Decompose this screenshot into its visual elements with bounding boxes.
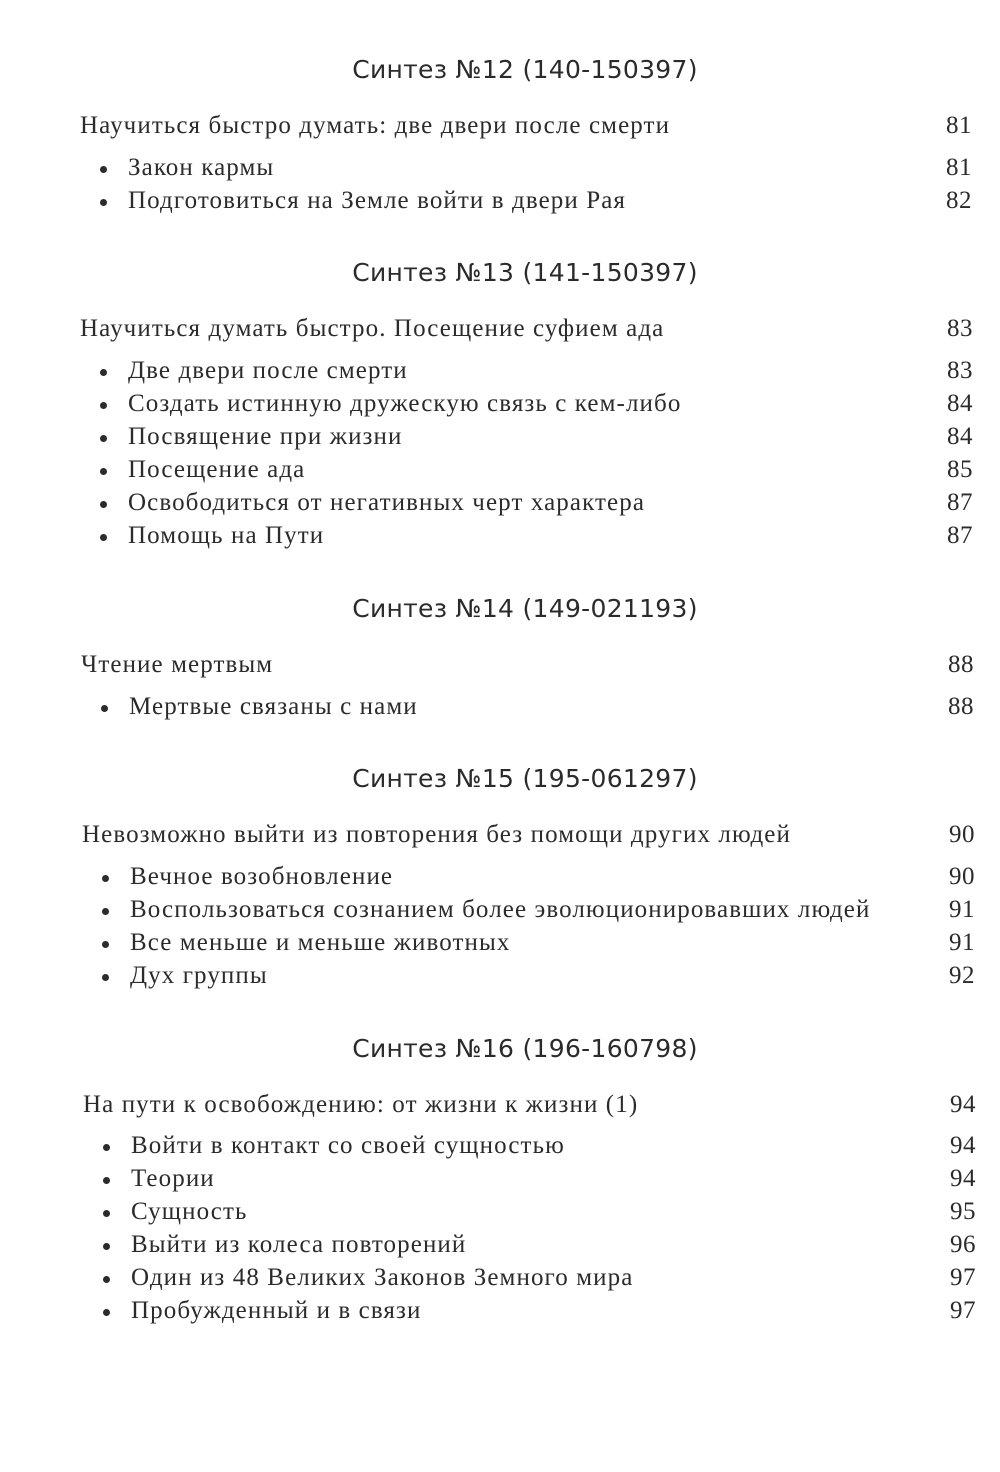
entry-page-number: 82 [946, 187, 972, 214]
entry-title: Чтение мертвым [81, 651, 274, 678]
toc-subentry[interactable] [100, 423, 973, 455]
entry-page-number: 88 [948, 651, 974, 678]
entry-title: Мертвые связаны с нами [129, 693, 418, 720]
bullet-icon [103, 1177, 110, 1184]
bullet-icon [100, 369, 107, 376]
toc-entry[interactable] [82, 821, 975, 853]
section-heading-15: Синтез №15 (195-061297) [352, 764, 698, 793]
entry-title: Подготовиться на Земле войти в двери Рая [128, 187, 627, 214]
entry-page-number: 95 [950, 1198, 976, 1225]
toc-subentry[interactable] [101, 693, 974, 725]
bullet-icon [100, 402, 107, 409]
bullet-icon [100, 468, 107, 475]
entry-title: Научиться быстро думать: две двери после смерти [80, 112, 671, 139]
entry-title: Дух группы [130, 962, 268, 989]
toc-subentry[interactable] [102, 929, 975, 961]
bullet-icon [103, 1243, 110, 1250]
entry-title: Теории [131, 1165, 215, 1192]
bullet-icon [101, 705, 108, 712]
entry-title: Помощь на Пути [128, 522, 325, 549]
entry-title: Посещение ада [128, 456, 306, 483]
bullet-icon [100, 166, 107, 173]
bullet-icon [102, 974, 109, 981]
entry-page-number: 83 [947, 315, 973, 342]
entry-title: Невозможно выйти из повторения без помощи других людей [82, 821, 791, 848]
toc-entry[interactable] [81, 651, 974, 683]
section-heading-12: Синтез №12 (140-150397) [352, 55, 698, 84]
toc-subentry[interactable] [100, 489, 973, 521]
toc-subentry[interactable] [103, 1264, 976, 1296]
toc-subentry[interactable] [102, 896, 975, 928]
entry-title: Вечное возобновление [130, 863, 394, 890]
entry-page-number: 83 [947, 357, 973, 384]
toc-subentry[interactable] [100, 154, 972, 186]
entry-page-number: 97 [950, 1264, 976, 1291]
toc-subentry[interactable] [100, 357, 973, 389]
bullet-icon [102, 941, 109, 948]
toc-entry[interactable] [80, 112, 972, 144]
toc-subentry[interactable] [100, 187, 972, 219]
toc-subentry[interactable] [102, 962, 975, 994]
entry-page-number: 87 [947, 489, 973, 516]
entry-title: Войти в контакт со своей сущностью [131, 1132, 565, 1159]
bullet-icon [103, 1309, 110, 1316]
entry-title: Все меньше и меньше животных [130, 929, 511, 956]
toc-subentry[interactable] [103, 1132, 976, 1164]
entry-page-number: 91 [949, 929, 975, 956]
entry-page-number: 94 [950, 1091, 976, 1118]
entry-page-number: 94 [950, 1132, 976, 1159]
bullet-icon [102, 875, 109, 882]
entry-page-number: 94 [950, 1165, 976, 1192]
entry-title: Один из 48 Великих Законов Земного мира [131, 1264, 634, 1291]
bullet-icon [103, 1210, 110, 1217]
toc-subentry[interactable] [103, 1165, 976, 1197]
bullet-icon [100, 435, 107, 442]
bullet-icon [103, 1276, 110, 1283]
entry-title: Освободиться от негативных черт характера [128, 489, 646, 516]
entry-page-number: 84 [947, 423, 973, 450]
entry-page-number: 88 [948, 693, 974, 720]
entry-page-number: 87 [947, 522, 973, 549]
toc-subentry[interactable] [103, 1231, 976, 1263]
toc-subentry[interactable] [102, 863, 975, 895]
entry-title: Научиться думать быстро. Посещение суфием ада [80, 315, 665, 342]
entry-page-number: 85 [947, 456, 973, 483]
toc-subentry[interactable] [100, 456, 973, 488]
entry-page-number: 90 [949, 821, 975, 848]
toc-subentry[interactable] [103, 1297, 976, 1329]
toc-subentry[interactable] [103, 1198, 976, 1230]
bullet-icon [100, 534, 107, 541]
entry-page-number: 81 [946, 112, 972, 139]
entry-title: Сущность [131, 1198, 248, 1225]
bullet-icon [103, 1144, 110, 1151]
entry-title: Две двери после смерти [128, 357, 408, 384]
entry-title: Пробужденный и в связи [131, 1297, 422, 1324]
section-heading-16: Синтез №16 (196-160798) [352, 1034, 698, 1063]
entry-page-number: 90 [949, 863, 975, 890]
entry-title: Выйти из колеса повторений [131, 1231, 467, 1258]
entry-title: Создать истинную дружескую связь с кем-либо [128, 390, 682, 417]
entry-page-number: 92 [949, 962, 975, 989]
entry-page-number: 91 [949, 896, 975, 923]
bullet-icon [100, 199, 107, 206]
entry-title: Закон кармы [128, 154, 275, 181]
entry-page-number: 96 [950, 1231, 976, 1258]
toc-entry[interactable] [80, 315, 973, 347]
entry-page-number: 81 [946, 154, 972, 181]
entry-page-number: 84 [947, 390, 973, 417]
entry-title: На пути к освобождению: от жизни к жизни (1) [83, 1091, 639, 1118]
bullet-icon [100, 501, 107, 508]
toc-subentry[interactable] [100, 390, 973, 422]
entry-title: Посвящение при жизни [128, 423, 403, 450]
toc-subentry[interactable] [100, 522, 973, 554]
toc-entry[interactable] [83, 1091, 976, 1123]
entry-page-number: 97 [950, 1297, 976, 1324]
section-heading-14: Синтез №14 (149-021193) [352, 594, 698, 623]
bullet-icon [102, 908, 109, 915]
entry-title: Воспользоваться сознанием более эволюционировавших людей [130, 896, 871, 923]
section-heading-13: Синтез №13 (141-150397) [352, 258, 698, 287]
